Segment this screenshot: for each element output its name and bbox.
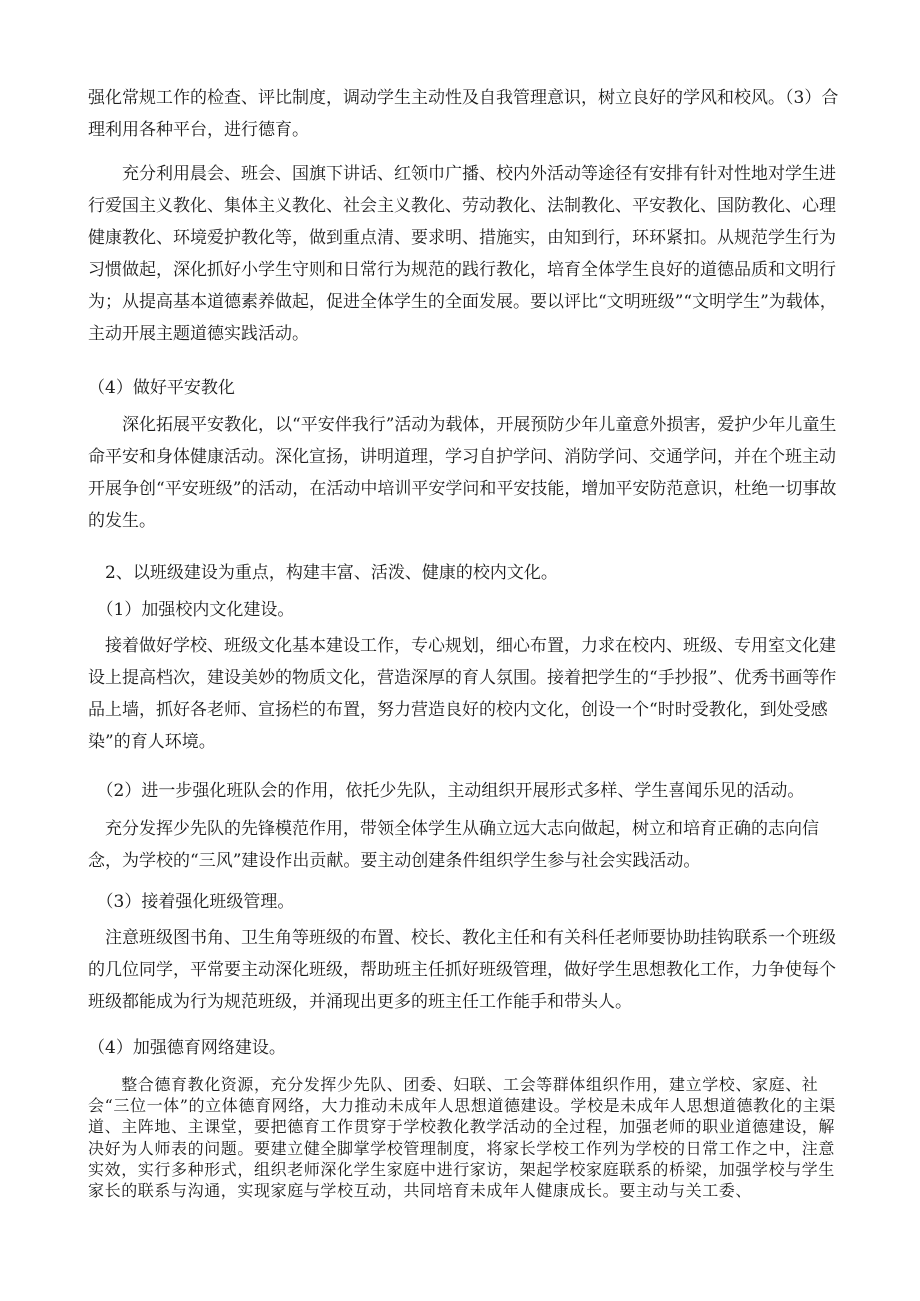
paragraph-13: 整合德育教化资源，充分发挥少先队、团委、妇联、工会等群体组织作用，建立学校、家庭、社会“三位一体”的立体德育网络，大力推动未成年人思想道德建设。学校是未成年人思想道德教化的主渠道、主阵地、主课堂，要把德育工作贯穿于学校教化教学活动的全过程，加强老师的职业道德建设，解决好为人师表的问题。要建立健全脚掌学校管理制度，将家长学校工作列为学校的日常工作之中，注意实效，实行多种形式，组织老师深化学生家庭中进行家访，架起学校家庭联系的桥梁，加强学校与学生家长的联系与沟通，实现家庭与学校互动，共同培育未成年人健康成长。要主动与关工委、 (88, 1075, 836, 1201)
paragraph-10-heading: （3）接着强化班级管理。 (88, 892, 295, 912)
paragraph-11: 注意班级图书角、卫生角等班级的布置、校长、教化主任和有关科任老师要协助挂钩联系一个班级的几位同学，平常要主动深化班级，帮助班主任抓好班级管理，做好学生思想教化工作，力争使每个班级都能成为行为规范班级，并涌现出更多的班主任工作能手和带头人。 (88, 928, 836, 1012)
paragraph-7: 接着做好学校、班级文化基本建设工作，专心规划，细心布置，力求在校内、班级、专用室文化建设上提高档次，建设美妙的物质文化，营造深厚的育人氛围。接着把学生的“手抄报”、优秀书画等作品上墙，抓好各老师、宣扬栏的布置，努力营造良好的校内文化，创设一个“时时受教化，到处受感染”的育人环境。 (88, 636, 837, 752)
paragraph-9: 充分发挥少先队的先锋模范作用，带领全体学生从确立远大志向做起，树立和培育正确的志向信念，为学校的“三风”建设作出贡献。要主动创建条件组织学生参与社会实践活动。 (88, 819, 819, 871)
paragraph-12-heading: （4）加强德育网络建设。 (88, 1038, 286, 1058)
paragraph-5-heading: 2、以班级建设为重点，构建丰富、活泼、健康的校内文化。 (88, 563, 558, 583)
paragraph-8-heading: （2）进一步强化班队会的作用，依托少先队，主动组织开展形式多样、学生喜闻乐见的活动。 (88, 781, 805, 801)
paragraph-1: 强化常规工作的检查、评比制度，调动学生主动性及自我管理意识，树立良好的学风和校风。（3）合理利用各种平台，进行德育。 (88, 88, 839, 140)
paragraph-4: 深化拓展平安教化，以“平安伴我行”活动为载体，开展预防少年儿童意外损害，爱护少年儿童生命平安和身体健康活动。深化宣扬，讲明道理，学习自护学问、消防学问、交通学问，并在个班主动开展争创“平安班级”的活动，在活动中培训平安学问和平安技能，增加平安防范意识，杜绝一切事故的发生。 (88, 415, 837, 531)
paragraph-2: 充分利用晨会、班会、国旗下讲话、红领巾广播、校内外活动等途径有安排有针对性地对学生进行爱国主义教化、集体主义教化、社会主义教化、劳动教化、法制教化、平安教化、国防教化、心理健康教化、环境爱护教化等，做到重点清、要求明、措施实，由知到行，环环紧扣。从规范学生行为习惯做起，深化抓好小学生守则和日常行为规范的践行教化，培育全体学生良好的道德品质和文明行为；从提高基本道德素养做起，促进全体学生的全面发展。要以评比“文明班级”“文明学生”为载体，主动开展主题道德实践活动。 (88, 164, 837, 344)
paragraph-6-heading: （1）加强校内文化建设。 (88, 600, 295, 620)
paragraph-3-heading: （4）做好平安教化 (88, 378, 235, 398)
